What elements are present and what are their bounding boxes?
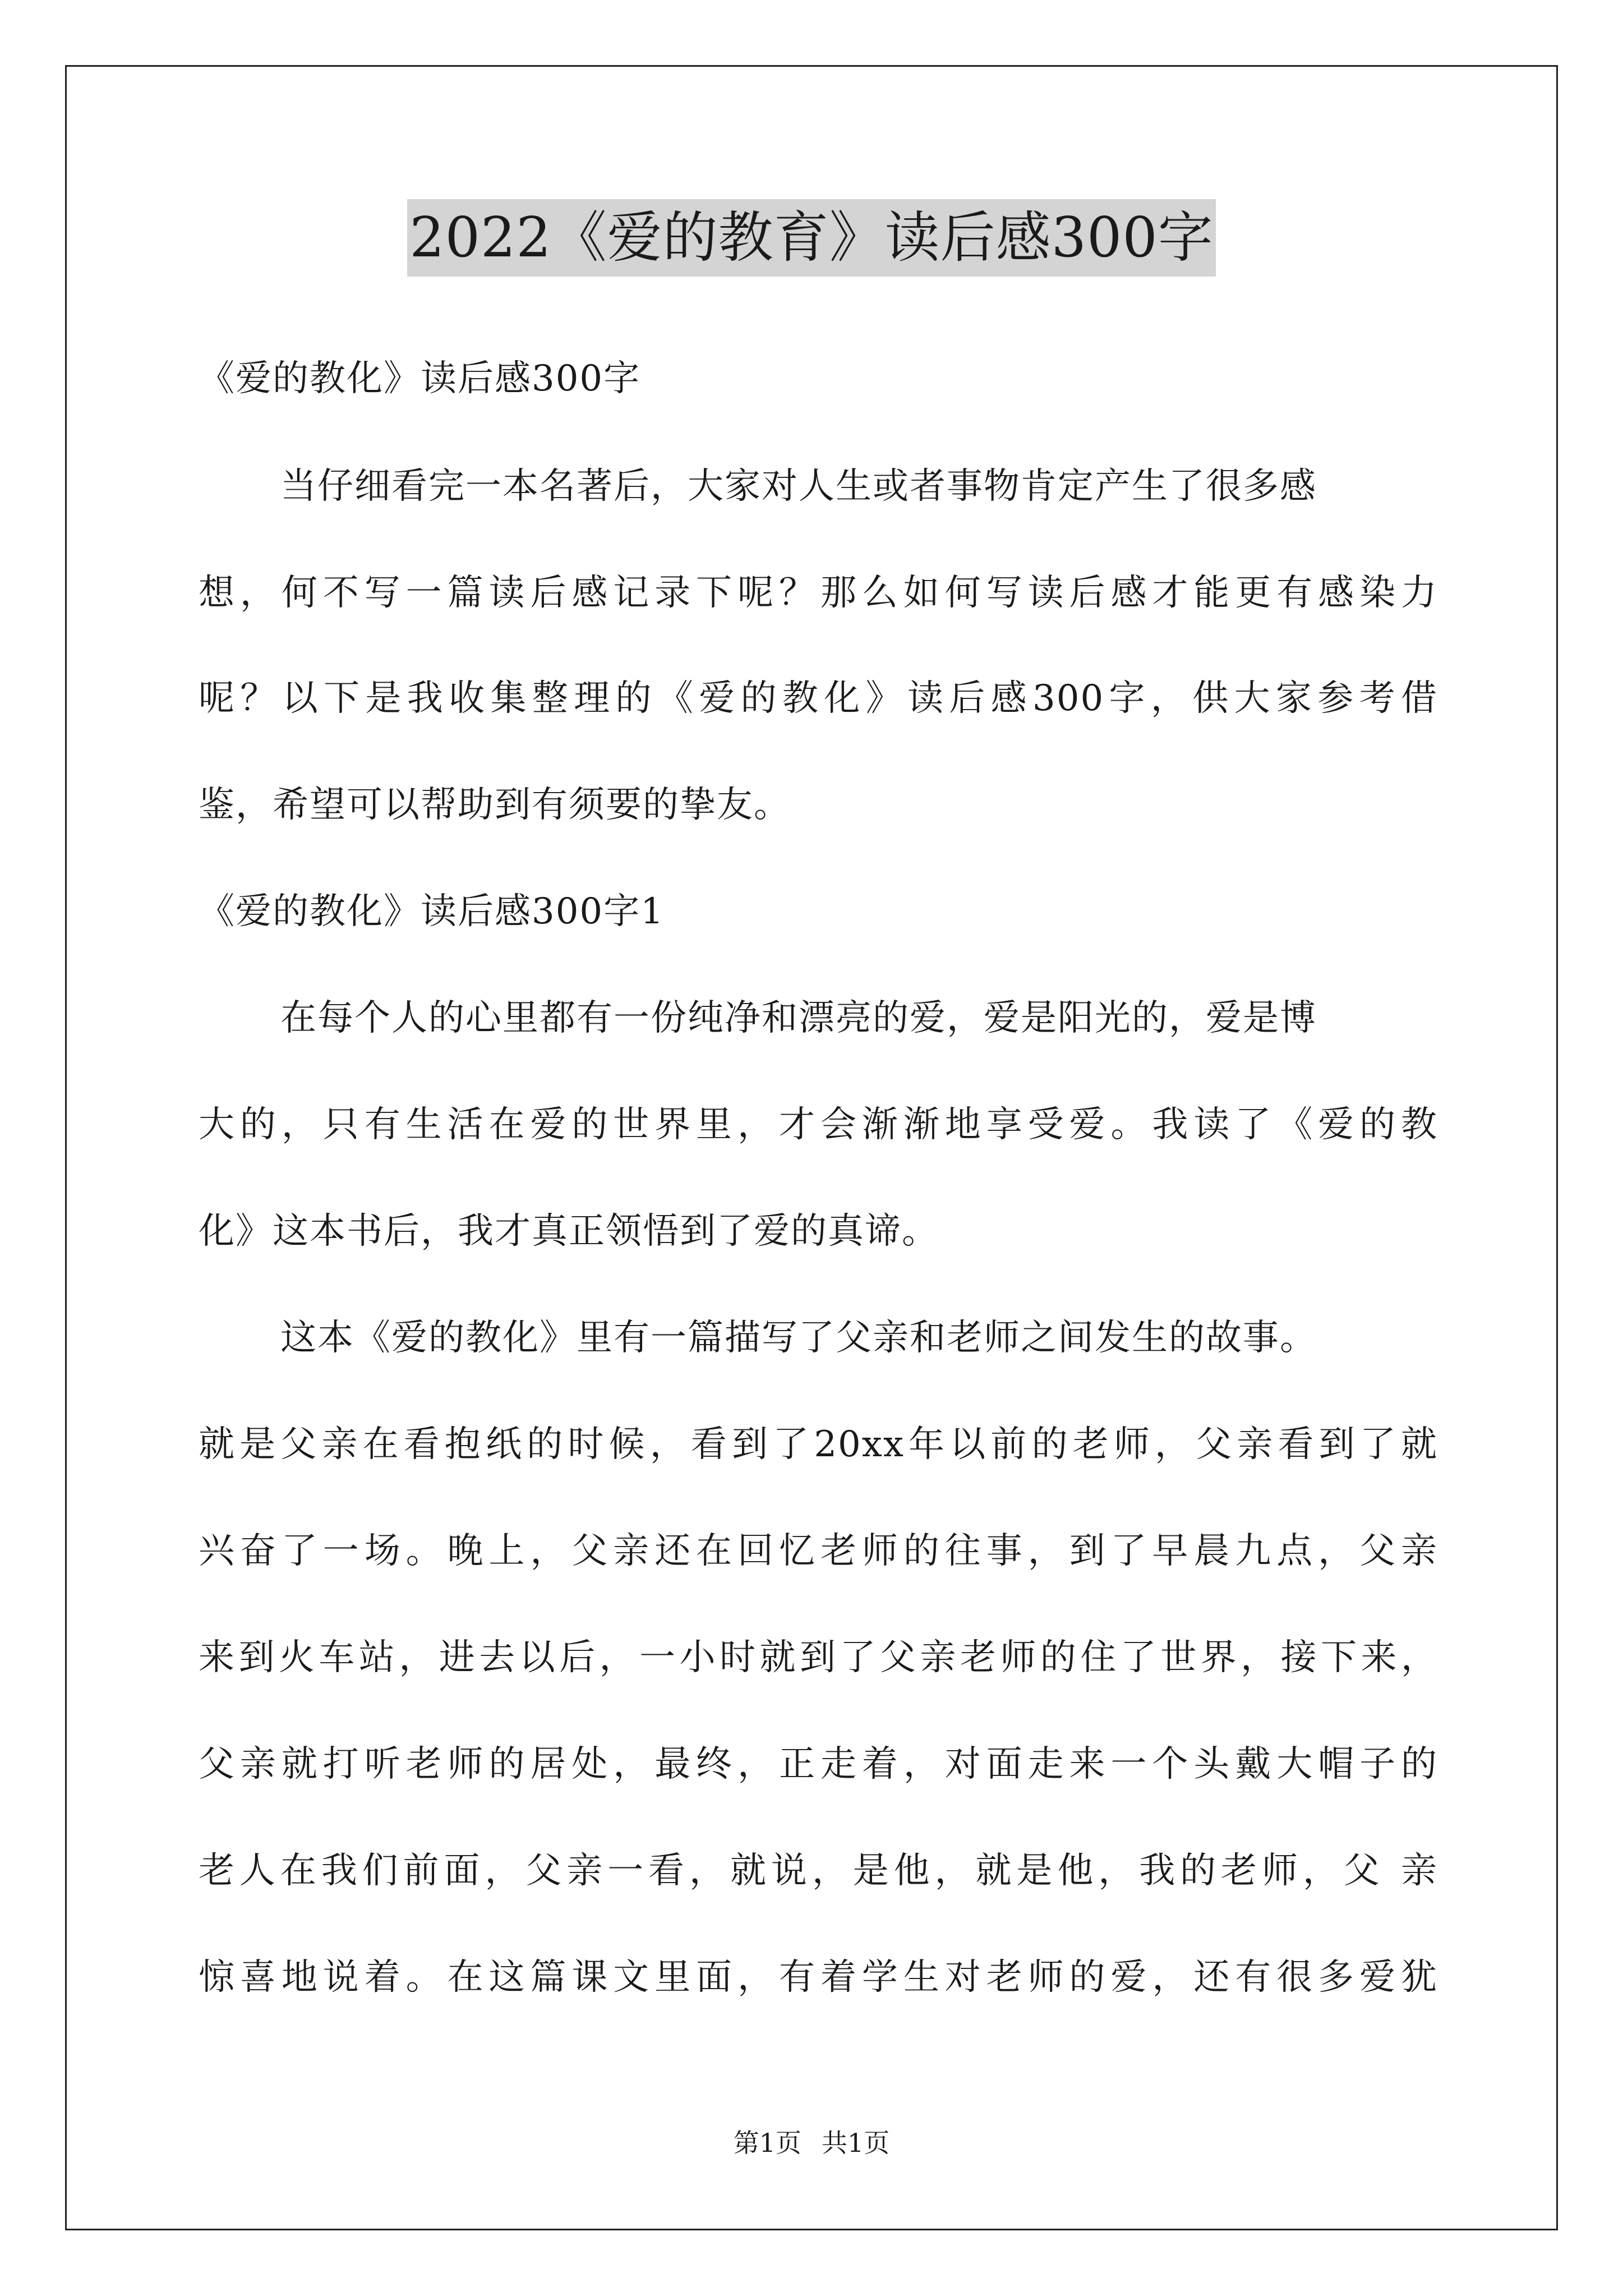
paragraph-line: 就是父亲在看抱纸的时候，看到了20xx年以前的老师，父亲看到了就	[199, 1424, 1438, 1465]
paragraph-line: 大的，只有生活在爱的世界里，才会渐渐地享受爱。我读了《爱的教	[199, 1104, 1438, 1145]
paragraph-line: 老人在我们前面，父亲一看，就说，是他，就是他，我的老师，父 亲	[199, 1850, 1438, 1892]
intro-line: 呢？以下是我收集整理的《爱的教化》读后感300字，供大家参考借	[199, 678, 1438, 719]
intro-line: 鉴，希望可以帮助到有须要的挚友。	[199, 784, 791, 826]
page-title: 2022《爱的教育》读后感300字	[407, 199, 1215, 277]
intro-line: 当仔细看完一本名著后，大家对人生或者事物肯定产生了很多感	[280, 466, 1317, 507]
paragraph-line: 在每个人的心里都有一份纯净和漂亮的爱，爱是阳光的，爱是博	[280, 997, 1317, 1039]
title-container	[0, 199, 1623, 277]
section-heading: 《爱的教化》读后感300字1	[199, 891, 665, 932]
intro-line: 想，何不写一篇读后感记录下呢？那么如何写读后感才能更有感染力	[199, 572, 1438, 614]
paragraph-line: 惊喜地说着。在这篇课文里面，有着学生对老师的爱，还有很多爱犹	[199, 1957, 1438, 1998]
page-number-total: 共1页	[822, 2128, 890, 2158]
page-number-current: 第1页	[733, 2128, 801, 2158]
paragraph-line: 来到火车站，进去以后，一小时就到了父亲老师的住了世界，接下来，	[199, 1637, 1438, 1678]
page-footer	[0, 2126, 1623, 2160]
paragraph-line: 化》这本书后，我才真正领悟到了爱的真谛。	[199, 1211, 939, 1252]
paragraph-line: 这本《爱的教化》里有一篇描写了父亲和老师之间发生的故事。	[280, 1317, 1317, 1359]
document-subtitle: 《爱的教化》读后感300字	[199, 358, 641, 399]
paragraph-line: 父亲就打听老师的居处，最终，正走着，对面走来一个头戴大帽子的	[199, 1743, 1438, 1785]
paragraph-line: 兴奋了一场。晚上，父亲还在回忆老师的往事，到了早晨九点，父亲	[199, 1530, 1438, 1572]
